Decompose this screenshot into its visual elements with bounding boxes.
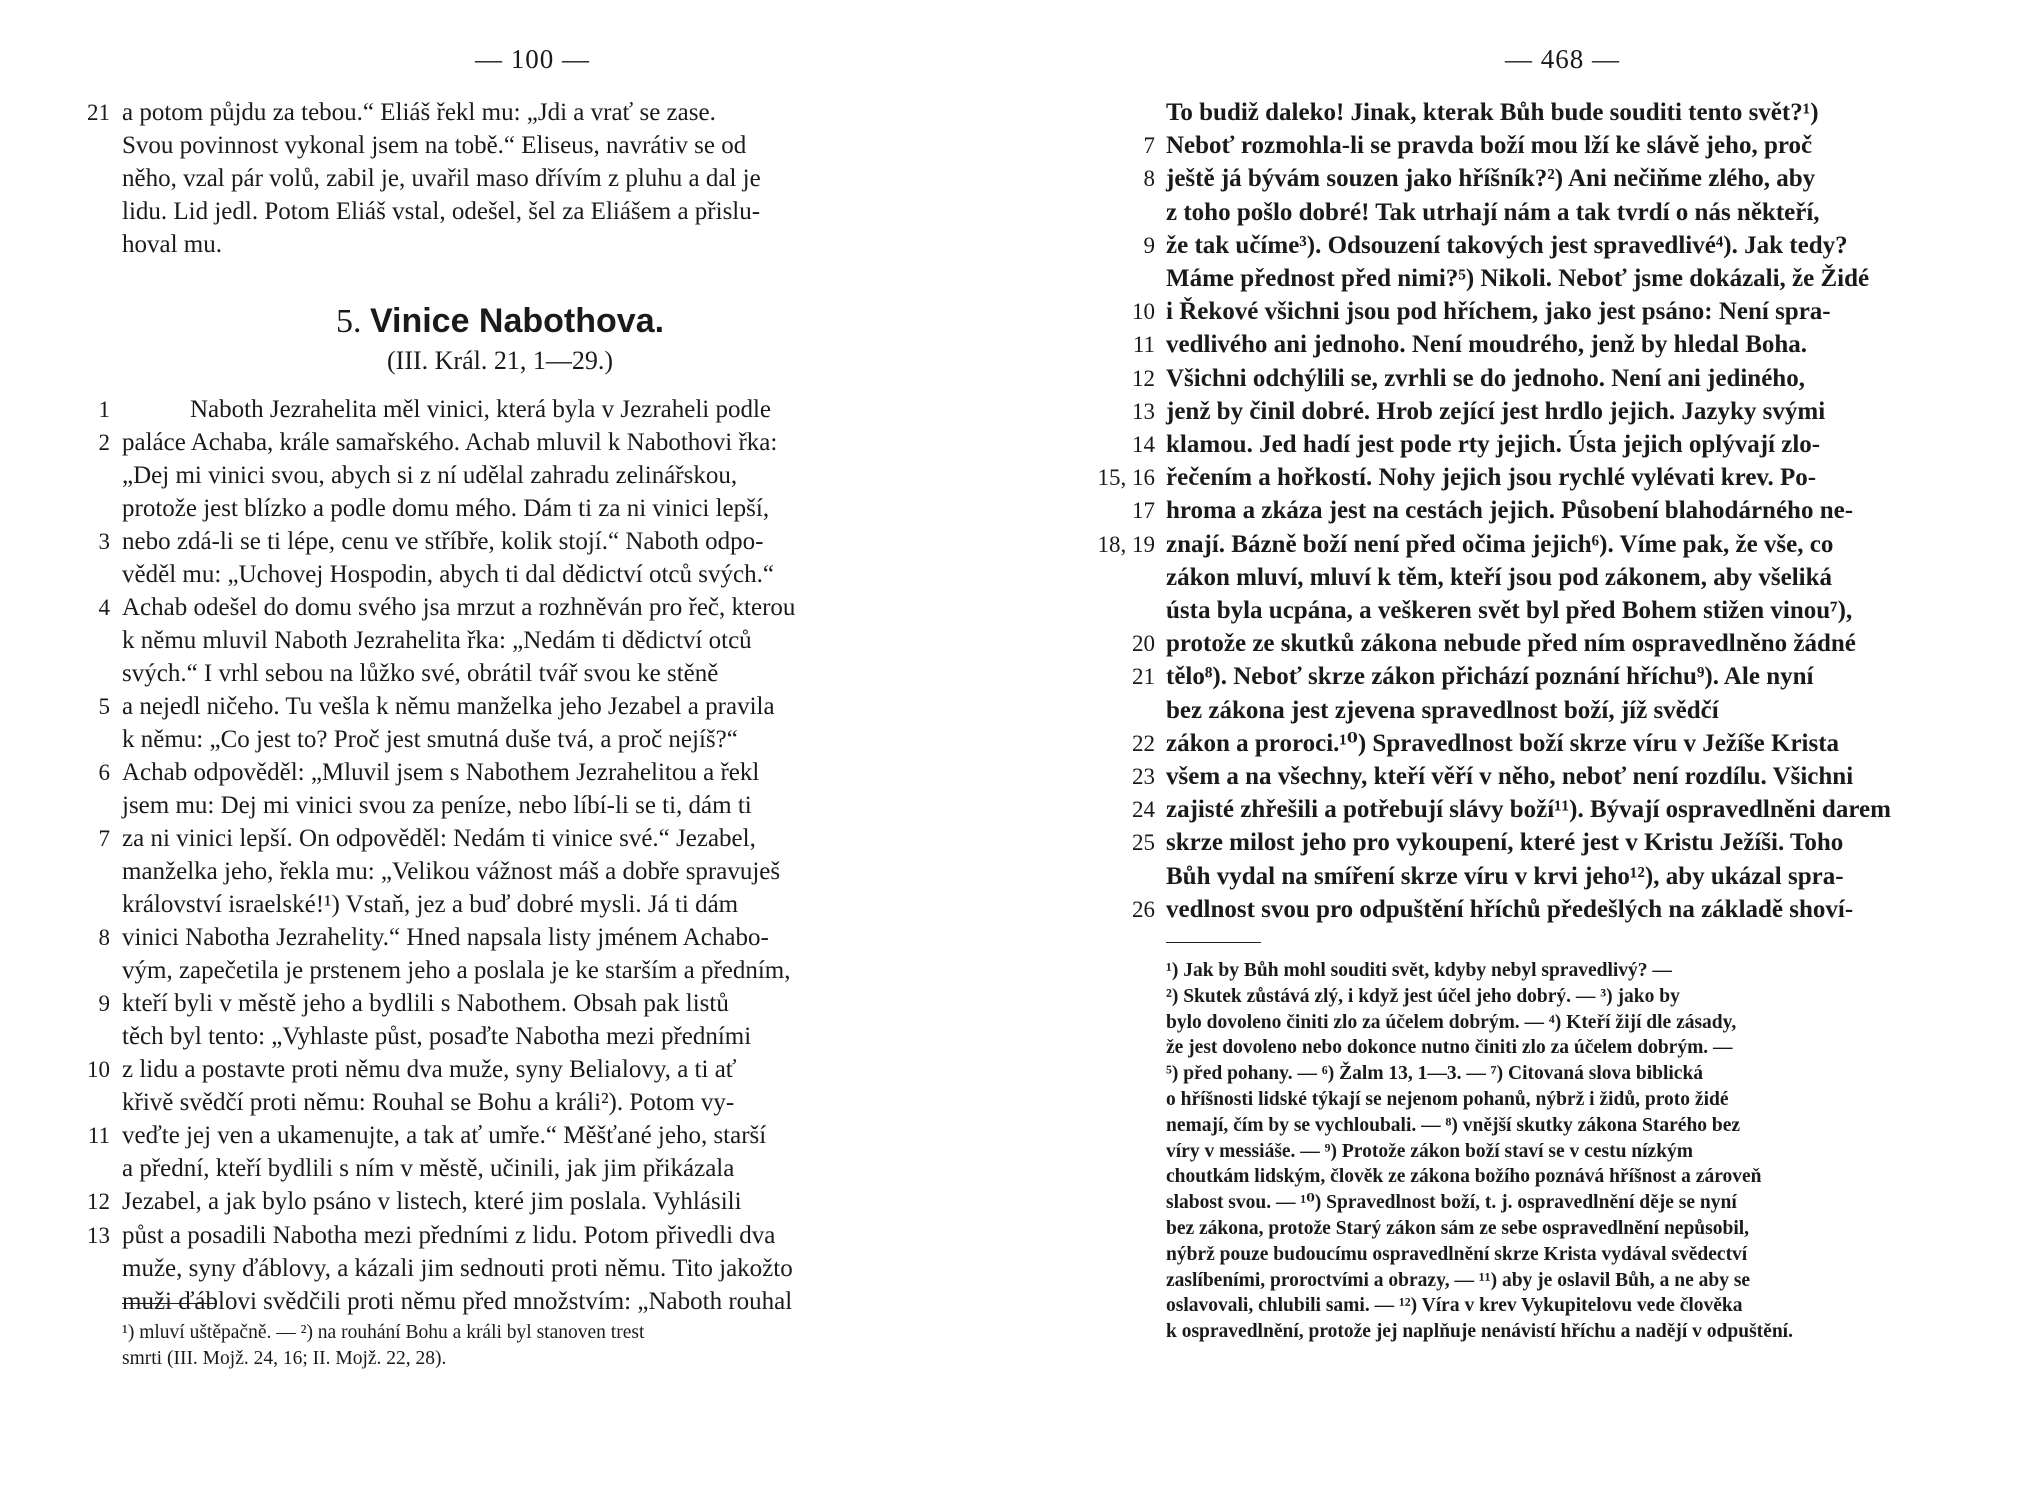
verse-number: 20 bbox=[1132, 631, 1155, 657]
verse-number: 7 bbox=[98, 826, 110, 852]
text-line: že tak učíme³). Odsouzení takových jest spravedlivé⁴). Jak tedy? bbox=[1166, 231, 1848, 259]
footnote-line: bylo dovoleno činiti zlo za účelem dobrým. — ⁴) Kteří žijí dle zásady, bbox=[1166, 1011, 1737, 1033]
verse-number: 3 bbox=[98, 529, 110, 555]
text-line: půst a posadili Nabotha mezi předními z lidu. Potom přivedli dva bbox=[122, 1221, 776, 1249]
text-line: k němu: „Co jest to? Proč jest smutná duše tvá, a proč nejíš?“ bbox=[122, 726, 738, 754]
footnote-line: ¹) Jak by Bůh mohl souditi svět, kdyby nebyl spravedlivý? — bbox=[1166, 960, 1672, 981]
footnote-line: ¹) mluví uštěpačně. — ²) na rouhání Bohu a králi byl stanoven trest bbox=[122, 1322, 645, 1343]
text-line: Máme přednost před nimi?⁵) Nikoli. Neboť jsme dokázali, že Židé bbox=[1166, 265, 1870, 292]
verse-number: 6 bbox=[98, 760, 110, 786]
text-line: Všichni odchýlili se, zvrhli se do jednoho. Není ani jediného, bbox=[1166, 364, 1805, 392]
text-line: klamou. Jed hadí jest pode rty jejich. Ústa jejich oplývají zlo- bbox=[1166, 431, 1821, 458]
verse-number: 8 bbox=[98, 925, 110, 951]
text-line: muže, syny ďáblovy, a kázali jim sednouti proti němu. Tito jakožto bbox=[122, 1254, 793, 1282]
footnote-line: smrti (III. Mojž. 24, 16; II. Mojž. 22, 28). bbox=[122, 1348, 447, 1369]
verse-number: 7 bbox=[1143, 133, 1155, 159]
text-line: „Dej mi vinici svou, abych si z ní udělal zahradu zelinářskou, bbox=[122, 462, 738, 490]
text-line: vedlnost svou pro odpuštění hříchů předešlých na základě shoví- bbox=[1166, 895, 1854, 923]
text-line: paláce Achaba, krále samařského. Achab mluvil k Nabothovi řka: bbox=[122, 429, 778, 457]
footnote-line: oslavovali, chlubili sami. — ¹²) Víra v krev Vykupitelovu vede člověka bbox=[1166, 1295, 1743, 1317]
text-line: věděl mu: „Uchovej Hospodin, abych ti dal dědictví otců svých.“ bbox=[122, 561, 774, 589]
footnote-line: ⁵) před pohany. — ⁶) Žalm 13, 1—3. — ⁷) Citovaná slova biblická bbox=[1166, 1063, 1704, 1085]
text-line: a potom půjdu za tebou.“ Eliáš řekl mu: „Jdi a vrať se zase. bbox=[122, 99, 716, 126]
verse-number: 9 bbox=[1143, 232, 1155, 258]
text-line: hoval mu. bbox=[122, 231, 222, 258]
text-line: kteří byli v městě jeho a bydlili s Nabothem. Obsah pak listů bbox=[122, 990, 729, 1018]
text-line: za ni vinici lepší. On odpověděl: Nedám ti vinice své.“ Jezabel, bbox=[122, 825, 756, 853]
verse-number: 18, 19 bbox=[1097, 531, 1155, 557]
verse-number: 21 bbox=[87, 100, 110, 125]
text-line: zajisté zhřešili a potřebují slávy boží¹¹). Bývají ospravedlněni darem bbox=[1166, 796, 1891, 824]
text-line: znají. Bázně boží není před očima jejich⁶). Víme pak, že vše, co bbox=[1166, 530, 1834, 558]
text-line: jenž by činil dobré. Hrob zející jest hrdlo jejich. Jazyky svými bbox=[1166, 397, 1826, 425]
text-line: něho, vzal pár volů, zabil je, uvařil maso dřívím z pluhu a dal je bbox=[122, 165, 761, 192]
text-line: vinici Nabotha Jezrahelity.“ Hned napsala listy jménem Achabo- bbox=[122, 924, 769, 952]
verse-number: 10 bbox=[87, 1057, 110, 1083]
left-page bbox=[0, 0, 1000, 1500]
text-line: těch byl tento: „Vyhlaste půst, posaďte Nabotha mezi předními bbox=[122, 1023, 752, 1051]
footnote-rule bbox=[1166, 942, 1261, 943]
text-line: křivě svědčí proti němu: Rouhal se Bohu a králi²). Potom vy- bbox=[122, 1089, 735, 1117]
text-line: ústa byla ucpána, a veškeren svět byl před Bohem stižen vinou⁷), bbox=[1166, 597, 1853, 624]
footnote-line: nemají, čím by se vychloubali. — ⁸) vnější skutky zákona Starého bez bbox=[1166, 1114, 1741, 1136]
footnote-line: choutkám lidským, člověk ze zákona božího poznává hříšnost a zároveň bbox=[1166, 1166, 1762, 1188]
verse-number: 21 bbox=[1132, 664, 1155, 690]
verse-number: 22 bbox=[1132, 730, 1155, 756]
section-heading bbox=[0, 302, 1000, 341]
text-line: Achab odpověděl: „Mluvil jsem s Nabothem Jezrahelitou a řekl bbox=[122, 759, 760, 787]
text-line: i Řekové všichni jsou pod hříchem, jako jest psáno: Není spra- bbox=[1166, 298, 1831, 326]
text-line: zákon a proroci.¹⁰) Spravedlnost boží skrze víru v Ježíše Krista bbox=[1166, 729, 1840, 757]
verse-number: 5 bbox=[98, 694, 110, 720]
text-line: království israelské!¹) Vstaň, jez a buď dobré mysli. Já ti dám bbox=[122, 891, 739, 919]
verse-number: 10 bbox=[1132, 299, 1155, 325]
text-line: vým, zapečetila je prstenem jeho a poslala je ke starším a předním, bbox=[122, 957, 791, 985]
footnote-line: zaslíbeními, proroctvími a obrazy, — ¹¹) aby je oslavil Bůh, a ne aby se bbox=[1166, 1269, 1751, 1291]
verse-number: 24 bbox=[1132, 797, 1155, 823]
text-line: skrze milost jeho pro vykoupení, které jest v Kristu Ježíši. Toho bbox=[1166, 829, 1844, 857]
verse-number: 14 bbox=[1132, 432, 1155, 457]
text-line: Jezabel, a jak bylo psáno v listech, které jim poslala. Vyhlásili bbox=[122, 1188, 742, 1216]
text-line: jsem mu: Dej mi vinici svou za peníze, nebo líbí-li se ti, dám ti bbox=[122, 792, 752, 820]
section-number: 5. bbox=[335, 303, 362, 340]
verse-number: 15, 16 bbox=[1097, 465, 1155, 491]
text-line: k němu mluvil Naboth Jezrahelita řka: „Nedám ti dědictví otců bbox=[122, 627, 752, 655]
text-line: hroma a zkáza jest na cestách jejich. Působení blahodárného ne- bbox=[1166, 497, 1854, 525]
text-line: všem a na všechny, kteří věří v něho, neboť není rozdílu. Všichni bbox=[1166, 763, 1854, 790]
text-line: tělo⁸). Neboť skrze zákon přichází poznání hříchu⁹). Ale nyní bbox=[1166, 663, 1814, 691]
text-line: zákon mluví, mluví k těm, kteří jsou pod zákonem, aby všeliká bbox=[1166, 563, 1833, 591]
footnote-rule bbox=[122, 1303, 217, 1304]
verse-number: 26 bbox=[1132, 896, 1155, 922]
verse-number: 12 bbox=[87, 1189, 110, 1215]
text-line: protože jest blízko a podle domu mého. Dám ti za ni vinici lepší, bbox=[122, 495, 770, 523]
text-line: řečením a hořkostí. Nohy jejich jsou rychlé vylévati krev. Po- bbox=[1166, 464, 1817, 492]
section-reference: (III. Král. 21, 1—29.) bbox=[387, 346, 613, 375]
footnote-line: víry v messiáše. — ⁹) Protože zákon boží staví se v cestu nízkým bbox=[1166, 1140, 1694, 1162]
text-line: veďte jej ven a ukamenujte, a tak ať umře.“ Měšťané jeho, starší bbox=[122, 1122, 767, 1150]
verse-number: 8 bbox=[1143, 166, 1155, 192]
verse-number: 9 bbox=[98, 991, 110, 1017]
page-number: — 100 — bbox=[475, 44, 590, 74]
text-line: lidu. Lid jedl. Potom Eliáš vstal, odešel, šel za Eliášem a přislu- bbox=[122, 198, 761, 225]
text-line: z lidu a postavte proti němu dva muže, syny Belialovy, a ti ať bbox=[122, 1056, 737, 1084]
text-line: muži ďáblovi svědčili proti němu před množstvím: „Naboth rouhal bbox=[122, 1287, 793, 1315]
text-line: a přední, kteří bydlili s ním v městě, učinili, jak jim přikázala bbox=[122, 1155, 735, 1183]
verse-number: 13 bbox=[1132, 398, 1155, 424]
footnote-line: slabost svou. — ¹⁰) Spravedlnost boží, t. j. ospravedlnění děje se nyní bbox=[1166, 1192, 1737, 1214]
footnote-line: nýbrž pouze budoucímu ospravedlnění skrze Krista vydával svědectví bbox=[1166, 1243, 1748, 1265]
text-line: svých.“ I vrhl sebou na lůžko své, obrátil tvář svou ke stěně bbox=[122, 660, 719, 688]
text-line: protože ze skutků zákona nebude před ním ospravedlněno žádné bbox=[1166, 630, 1856, 658]
verse-number: 4 bbox=[98, 595, 110, 621]
footnote-line: k ospravedlnění, protože jej naplňuje nenávistí hříchu a nadějí v odpuštění. bbox=[1166, 1321, 1793, 1343]
verse-number: 11 bbox=[87, 1123, 110, 1149]
text-line: z toho pošlo dobré! Tak utrhají nám a tak tvrdí o nás někteří, bbox=[1166, 198, 1820, 226]
footnote-line: že jest dovoleno nebo dokonce nutno činiti zlo za účelem dobrým. — bbox=[1166, 1037, 1733, 1059]
footnote-line: o hříšnosti lidské týkají se nejenom pohanů, nýbrž i židů, proto židé bbox=[1166, 1089, 1729, 1110]
text-line: a nejedl ničeho. Tu vešla k němu manželka jeho Jezabel a pravila bbox=[122, 693, 775, 721]
verse-number: 13 bbox=[87, 1222, 110, 1248]
text-line: Svou povinnost vykonal jsem na tobě.“ Eliseus, navrátiv se od bbox=[122, 132, 747, 159]
text-line: Achab odešel do domu svého jsa mrzut a rozhněván pro řeč, kterou bbox=[122, 594, 796, 622]
text-line: vedlivého ani jednoho. Není moudrého, jenž by hledal Boha. bbox=[1166, 331, 1808, 359]
text-line: To budiž daleko! Jinak, kterak Bůh bude souditi tento svět?¹) bbox=[1166, 99, 1819, 126]
text-line: Bůh vydal na smíření skrze víru v krvi jeho¹²), aby ukázal spra- bbox=[1166, 862, 1844, 890]
footnote-line: bez zákona, protože Starý zákon sám ze sebe ospravedlnění nepůsobil, bbox=[1166, 1218, 1750, 1239]
verse-number: 1 bbox=[98, 397, 110, 422]
page-number: — 468 — bbox=[1505, 44, 1620, 74]
text-line: manželka jeho, řekla mu: „Velikou vážnost máš a dobře spravuješ bbox=[122, 858, 781, 886]
verse-number: 11 bbox=[1132, 332, 1155, 358]
section-title: Vinice Nabothova. bbox=[369, 302, 665, 340]
text-line: bez zákona jest zjevena spravedlnost boží, jíž svědčí bbox=[1166, 696, 1719, 724]
verse-number: 2 bbox=[98, 430, 110, 456]
footnote-line: ²) Skutek zůstává zlý, i když jest účel jeho dobrý. — ³) jako by bbox=[1166, 985, 1680, 1007]
verse-number: 12 bbox=[1132, 365, 1155, 391]
text-line: nebo zdá-li se ti lépe, cenu ve stříbře, kolik stojí.“ Naboth odpo- bbox=[122, 528, 764, 556]
verse-number: 23 bbox=[1132, 764, 1155, 789]
verse-number: 17 bbox=[1132, 498, 1155, 524]
text-line: Neboť rozmohla-li se pravda boží mou lží ke slávě jeho, proč bbox=[1166, 132, 1813, 160]
text-line: Naboth Jezrahelita měl vinici, která byla v Jezraheli podle bbox=[190, 396, 772, 423]
text-line: ještě já bývám souzen jako hříšník?²) Ani nečiňme zlého, aby bbox=[1166, 165, 1816, 193]
verse-number: 25 bbox=[1132, 830, 1155, 856]
right-page bbox=[1010, 0, 2020, 1500]
